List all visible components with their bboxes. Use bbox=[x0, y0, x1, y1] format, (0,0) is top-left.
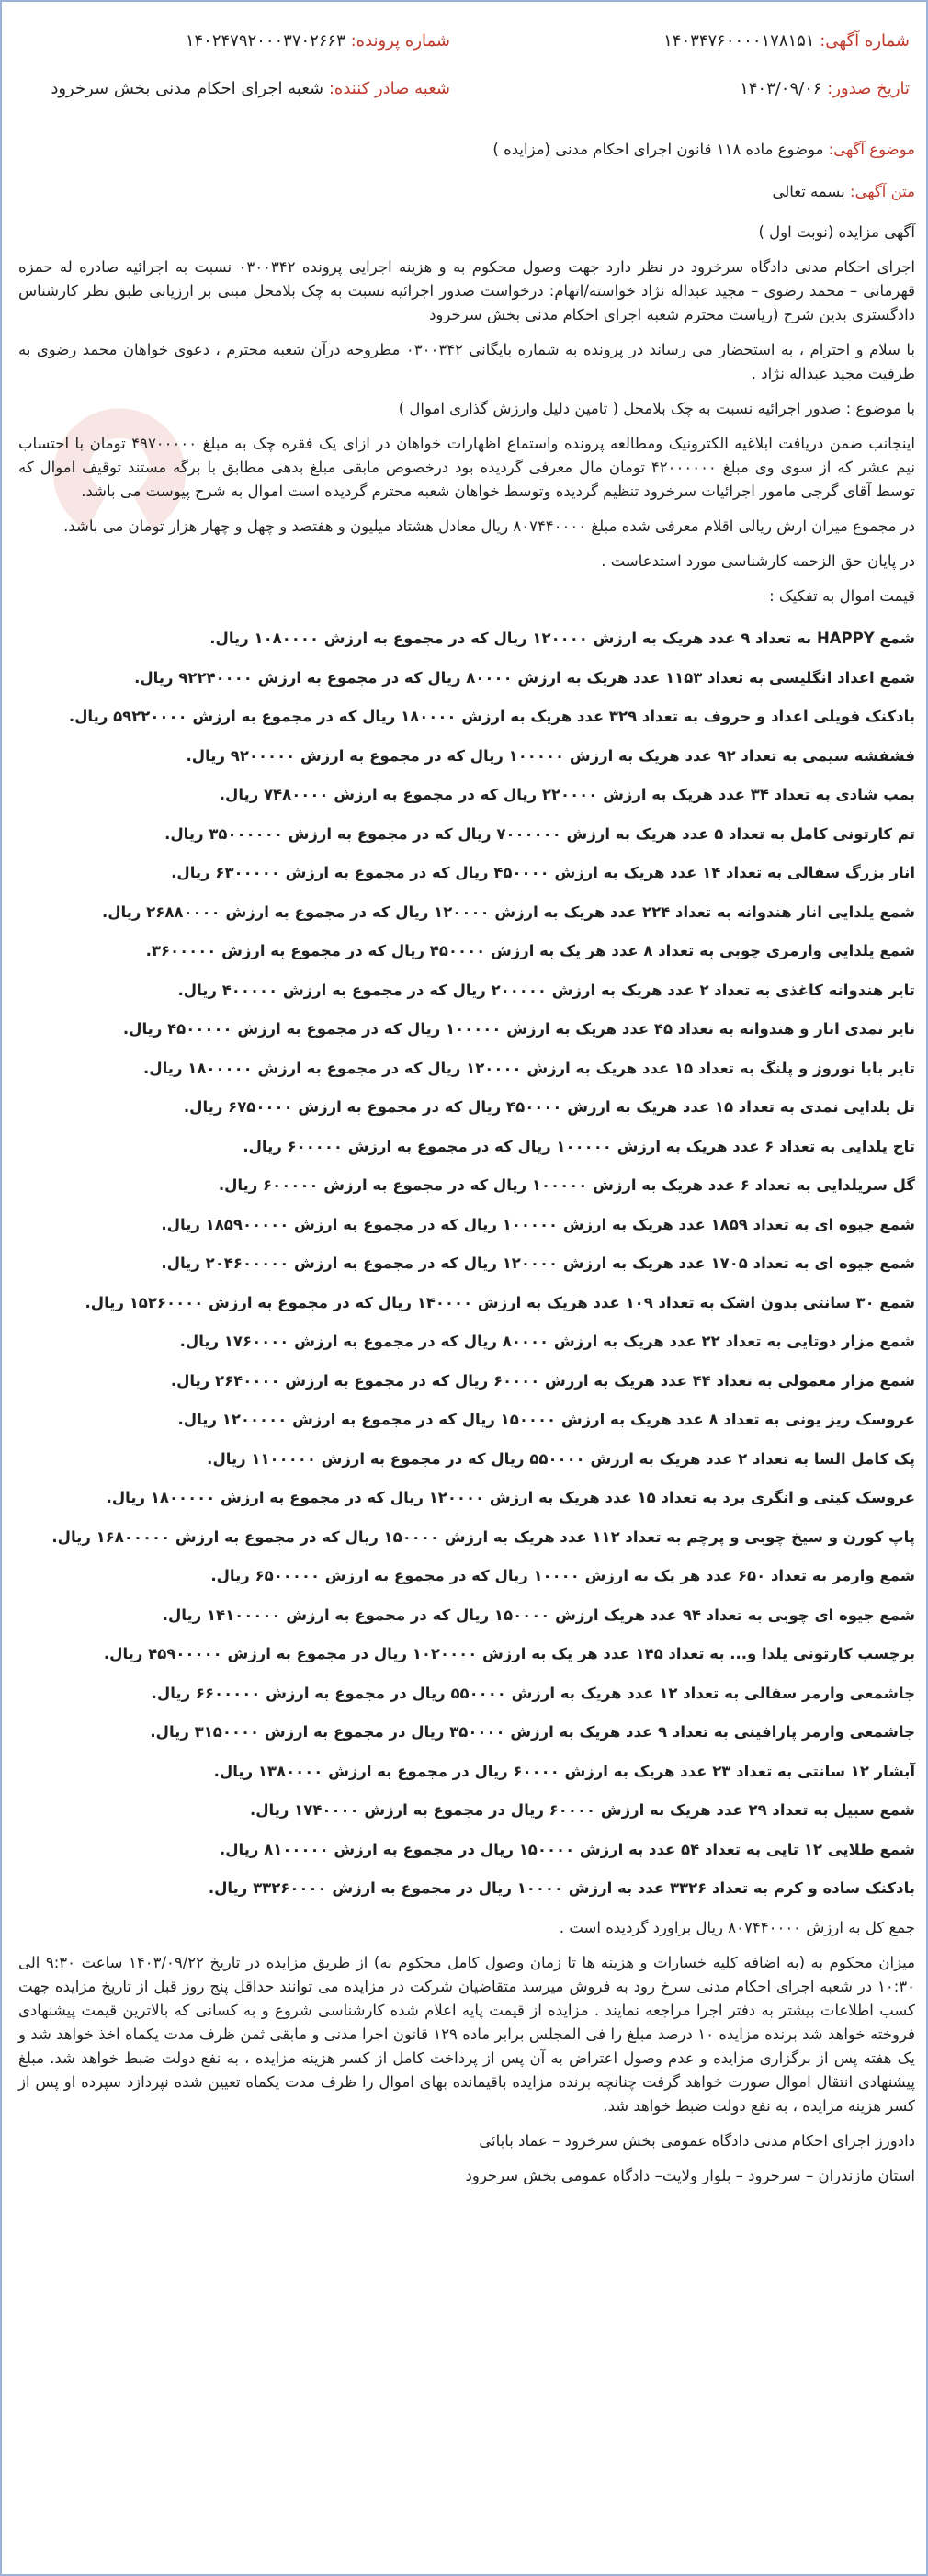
item-row: شمع سبیل به تعداد ۲۹ عدد هریک به ارزش ۶۰۰۰۰ ریال در مجموع به ارزش ۱۷۴۰۰۰۰ ریال. bbox=[249, 1801, 915, 1819]
case-number-label: شماره پرونده: bbox=[350, 31, 450, 51]
items-list bbox=[18, 619, 915, 1909]
items-heading: قیمت اموال به تفکیک : bbox=[769, 587, 915, 605]
subject-label: موضوع آگهی: bbox=[828, 141, 915, 158]
item-row: بمب شادی به تعداد ۳۴ عدد هریک به ارزش ۲۲۰۰۰۰ ریال که در مجموع به ارزش ۷۴۸۰۰۰۰ ریال. bbox=[219, 786, 915, 803]
issue-date-label: تاریخ صدور: bbox=[827, 79, 910, 98]
issuing-branch-value: شعبه اجرای احکام مدنی بخش سرخرود bbox=[51, 79, 324, 98]
item-row: بادکنک ساده و کرم به تعداد ۳۳۲۶ عدد به ارزش ۱۰۰۰۰ ریال در مجموع به ارزش ۳۳۲۶۰۰۰۰ ریال. bbox=[208, 1879, 915, 1897]
item-row: عروسک ریز یونی به تعداد ۸ عدد هریک به ارزش ۱۵۰۰۰۰ ریال که در مجموع به ارزش ۱۲۰۰۰۰۰ ریال. bbox=[177, 1411, 915, 1428]
item-row: شمع یلدایی انار هندوانه به تعداد ۲۲۴ عدد هریک به ارزش ۱۲۰۰۰۰ ریال که در مجموع به ارزش ۲۶۸۸۰۰۰۰ ریال. bbox=[101, 902, 915, 921]
item-row: شمع اعداد انگلیسی به تعداد ۱۱۵۳ عدد هریک به ارزش ۸۰۰۰۰ ریال که در مجموع به ارزش ۹۲۲۴۰۰۰۰ ریال. bbox=[134, 668, 915, 687]
item-row: انار بزرگ سفالی به تعداد ۱۴ عدد هریک به ارزش ۴۵۰۰۰۰ ریال که در مجموع به ارزش ۶۳۰۰۰۰۰ ریال. bbox=[171, 864, 915, 881]
item-row: شمع طلایی ۱۲ تایی به تعداد ۵۴ عدد به ارزش ۱۵۰۰۰۰ ریال در مجموع به ارزش ۸۱۰۰۰۰۰ ریال. bbox=[219, 1840, 915, 1858]
paragraph-3: با موضوع : صدور اجرائیه نسبت به چک بلامحل ( تامین دلیل وارزش گذاری اموال ) bbox=[398, 400, 915, 417]
paragraph-final: میزان محکوم به (به اضافه کلیه خسارات و هزینه ها تا زمان وصول کامل محکوم به) از طریق مزایده در تاریخ ۱۴۰۳/۰۹/۲۲ ساعت ۹:۳۰ الی ۱۰:۳۰ در شعبه اجرای احکام مدنی سرخ رود به فروش میرسد متقاضیان شرکت در مزایده می توانند حداقل پنج روز قبل از تاریخ مزایده جهت کسب اطلاعات بیشتر به دفتر اجرا مراجعه نمایند . مزایده از قیمت پایه اعلام شده کارشناسی شروع و به کسانی که بالاترین قیمت پیشنهادی فروخته خواهد شد برنده مزایده ۱۰ درصد مبلغ را فی المجلس برابر ماده ۱۲۹ قانون اجرا مدنی و مابقی ثمن ظرف مدت یکماه اخذ خواهد شد و یک هفته پس از برگزاری مزایده و عدم وصول اعتراض به آن پس از پرداخت کامل از کسر هزینه مزایده ، به نفع دولت ضبط خواهد شد. مبلغ پیشنهادی انتقال اموال صورت خواهد گرفت چنانچه برنده مزایده باقیمانده بهای اموال را ظرف مدت یکماه تعیین شده نپردازد سپرده او پس از کسر هزینه مزایده ، به نفع دولت ضبط خواهد شد. bbox=[18, 1953, 915, 2115]
paragraph-5: در مجموع میزان ارش ریالی اقلام معرفی شده مبلغ ۸۰۷۴۴۰۰۰۰ ریال معادل هشتاد میلیون و هفتصد و چهل و چهار هزار تومان می باشد. bbox=[63, 517, 915, 535]
item-row: تایر هندوانه کاغذی به تعداد ۲ عدد هریک به ارزش ۲۰۰۰۰۰ ریال که در مجموع به ارزش ۴۰۰۰۰۰ ریال. bbox=[177, 981, 915, 999]
item-row: تایر بابا نوروز و پلنگ به تعداد ۱۵ عدد هریک به ارزش ۱۲۰۰۰۰ ریال که در مجموع به ارزش ۱۸۰۰۰۰۰ ریال. bbox=[143, 1059, 915, 1077]
text-label: متن آگهی: bbox=[850, 183, 915, 200]
auction-title: آگهی مزایده (نوبت اول ) bbox=[758, 223, 915, 241]
item-row: جاشمعی وارمر پارافینی به تعداد ۹ عدد هریک به ارزش ۳۵۰۰۰۰ ریال در مجموع به ارزش ۳۱۵۰۰۰۰ ریال. bbox=[150, 1723, 915, 1741]
paragraph-2: با سلام و احترام ، به استحضار می رساند در پرونده به شماره بایگانی ۰۳۰۰۳۴۲ مطروحه درآن شعبه محترم ، دعوی خواهان محمد رضوی به طرفیت مجید عبداله نژاد . bbox=[18, 341, 915, 382]
item-row: عروسک کیتی و انگری برد به تعداد ۱۵ عدد هریک به ارزش ۱۲۰۰۰۰ ریال که در مجموع به ارزش ۱۸۰۰۰۰۰ ریال. bbox=[106, 1489, 915, 1506]
item-row: فشفشه سیمی به تعداد ۹۲ عدد هریک به ارزش ۱۰۰۰۰۰ ریال که در مجموع به ارزش ۹۲۰۰۰۰۰ ریال. bbox=[186, 746, 915, 765]
total-line: جمع کل به ارزش ۸۰۷۴۴۰۰۰۰ ریال براورد گردیده است . bbox=[559, 1918, 915, 1936]
item-row: تایر نمدی انار و هندوانه به تعداد ۴۵ عدد هریک به ارزش ۱۰۰۰۰۰ ریال که در مجموع به ارزش ۴۵۰۰۰۰۰ ریال. bbox=[122, 1020, 915, 1038]
item-row: شمع ۳۰ سانتی بدون اشک به تعداد ۱۰۹ عدد هریک به ارزش ۱۴۰۰۰۰ ریال که در مجموع به ارزش ۱۵۲۶۰۰۰۰ ریال. bbox=[85, 1293, 915, 1311]
item-row: شمع مزار معمولی به تعداد ۴۴ عدد هریک به ارزش ۶۰۰۰۰ ریال که در مجموع به ارزش ۲۶۴۰۰۰۰ ریال. bbox=[170, 1371, 915, 1390]
item-row: شمع وارمر به تعداد ۶۵۰ عدد هر یک به ارزش ۱۰۰۰۰ ریال که در مجموع به ارزش ۶۵۰۰۰۰۰ ریال. bbox=[210, 1567, 915, 1584]
item-row: بادکنک فویلی اعداد و حروف به تعداد ۳۲۹ عدد هریک به ارزش ۱۸۰۰۰۰ ریال که در مجموع به ارزش ۵۹۲۲۰۰۰۰ ریال. bbox=[68, 708, 915, 725]
item-row: شمع جیوه ای چوبی به تعداد ۹۴ عدد هریک ارزش ۱۵۰۰۰۰ ریال که در مجموع به ارزش ۱۴۱۰۰۰۰۰ ریال. bbox=[162, 1606, 915, 1624]
item-row: پک کامل السا به تعداد ۲ عدد هریک به ارزش ۵۵۰۰۰۰ ریال که در مجموع به ارزش ۱۱۰۰۰۰۰ ریال. bbox=[207, 1449, 915, 1468]
paragraph-6: در پایان حق الزحمه کارشناسی مورد استدعاست . bbox=[601, 552, 915, 570]
item-row: جاشمعی وارمر سفالی به تعداد ۱۲ عدد هریک به ارزش ۵۵۰۰۰۰ ریال در مجموع به ارزش ۶۶۰۰۰۰۰ ریال. bbox=[151, 1684, 915, 1702]
issuing-branch-label: شعبه صادر کننده: bbox=[328, 79, 450, 98]
ad-number-value: ۱۴۰۳۴۷۶۰۰۰۰۱۷۸۱۵۱ bbox=[663, 31, 815, 51]
opening-phrase: بسمه تعالی bbox=[772, 183, 845, 200]
item-row: پاپ کورن و سیخ چوبی و پرچم به تعداد ۱۱۲ عدد هریک به ارزش ۱۵۰۰۰۰ ریال که در مجموع به ارزش ۱۶۸۰۰۰۰۰ ریال. bbox=[51, 1527, 915, 1546]
ad-number-label: شماره آگهی: bbox=[820, 31, 910, 51]
subject-value: موضوع ماده ۱۱۸ قانون اجرای احکام مدنی (مزایده ) bbox=[492, 141, 824, 158]
paragraph-4: اینجانب ضمن دریافت ابلاغیه الکترونیک ومطالعه پرونده واستماع اظهارات خواهان در ازای یک فقره چک به مبلغ ۴۹۷۰۰۰۰۰ تومان با احتساب نیم عشر که از سوی وی مبلغ ۴۲۰۰۰۰۰۰ تومان مال معرفی گردیده بود درخصوص مابقی مبلغ بدهی مطابق با برگه مستند توقیف اموال که توسط آقای گرجی مامور اجرائیات سرخرود تنظیم گردیده وتوسط خواهان شعبه محترم گردیده است اموال به شرح پیوست می باشد. bbox=[18, 435, 915, 500]
item-row: شمع مزار دوتایی به تعداد ۲۲ عدد هریک به ارزش ۸۰۰۰۰ ریال که در مجموع به ارزش ۱۷۶۰۰۰۰ ریال. bbox=[179, 1333, 915, 1350]
address-line: استان مازندران – سرخرود – بلوار ولایت– دادگاه عمومی بخش سرخرود bbox=[465, 2166, 915, 2184]
item-row: برچسب کارتونی یلدا و... به تعداد ۱۴۵ عدد هر یک به ارزش ۱۰۲۰۰۰۰ ریال در مجموع به ارزش ۴۵۹۰۰۰۰۰ ریال. bbox=[103, 1645, 915, 1662]
item-row: شمع جیوه ای به تعداد ۱۸۵۹ عدد هریک به ارزش ۱۰۰۰۰۰ ریال که در مجموع به ارزش ۱۸۵۹۰۰۰۰۰ ریال. bbox=[161, 1215, 915, 1233]
item-row: شمع یلدایی وارمری چوبی به تعداد ۸ عدد هر یک به ارزش ۴۵۰۰۰۰ ریال که در مجموع به ارزش ۳۶۰۰۰۰۰. bbox=[145, 942, 915, 959]
signature-line: دادورز اجرای احکام مدنی دادگاه عمومی بخش سرخرود – عماد بابائی bbox=[479, 2131, 915, 2150]
case-number-value: ۱۴۰۲۴۷۹۲۰۰۰۳۷۰۲۶۶۳ bbox=[185, 31, 345, 51]
item-row: آبشار ۱۲ سانتی به تعداد ۲۳ عدد هریک به ارزش ۶۰۰۰۰ ریال در مجموع به ارزش ۱۳۸۰۰۰۰ ریال. bbox=[213, 1762, 915, 1780]
notice-body bbox=[18, 138, 915, 2199]
item-row: شمع HAPPY به تعداد ۹ عدد هریک به ارزش ۱۲۰۰۰۰ ریال که در مجموع به ارزش ۱۰۸۰۰۰۰ ریال. bbox=[209, 630, 915, 647]
item-row: گل سریلدایی به تعداد ۶ عدد هریک به ارزش ۱۰۰۰۰۰ ریال که در مجموع به ارزش ۶۰۰۰۰۰ ریال. bbox=[218, 1176, 915, 1194]
paragraph-1: اجرای احکام مدنی دادگاه سرخرود در نظر دارد جهت وصول محکوم به و هزینه اجرایی پرونده ۰۳۰۰۳۴۲ نسبت به اجرائیه صادره له حمزه قهرمانی – محمد رضوی – مجید عبداله نژاد خواسته/اتهام: درخواست صدور اجرائیه نسبت به چک بلامحل مبنی بر ارزیابی طبق نظر کارشناس دادگستری بدین شرح (ریاست محترم شعبه اجرای احکام مدنی بخش سرخرود bbox=[18, 258, 915, 323]
item-row: تاج یلدایی به تعداد ۶ عدد هریک به ارزش ۱۰۰۰۰۰ ریال که در مجموع به ارزش ۶۰۰۰۰۰ ریال. bbox=[243, 1137, 915, 1155]
issue-date-value: ۱۴۰۳/۰۹/۰۶ bbox=[740, 79, 822, 98]
item-row: شمع جیوه ای به تعداد ۱۷۰۵ عدد هریک به ارزش ۱۲۰۰۰۰ ریال که در مجموع به ارزش ۲۰۴۶۰۰۰۰۰ ریال. bbox=[161, 1254, 915, 1272]
item-row: تل یلدایی نمدی به تعداد ۱۵ عدد هریک به ارزش ۴۵۰۰۰۰ ریال که در مجموع به ارزش ۶۷۵۰۰۰۰ ریال. bbox=[183, 1098, 915, 1116]
item-row: تم کارتونی کامل به تعداد ۵ عدد هریک به ارزش ۷۰۰۰۰۰۰ ریال که در مجموع به ارزش ۳۵۰۰۰۰۰۰ ریال. bbox=[164, 824, 915, 843]
